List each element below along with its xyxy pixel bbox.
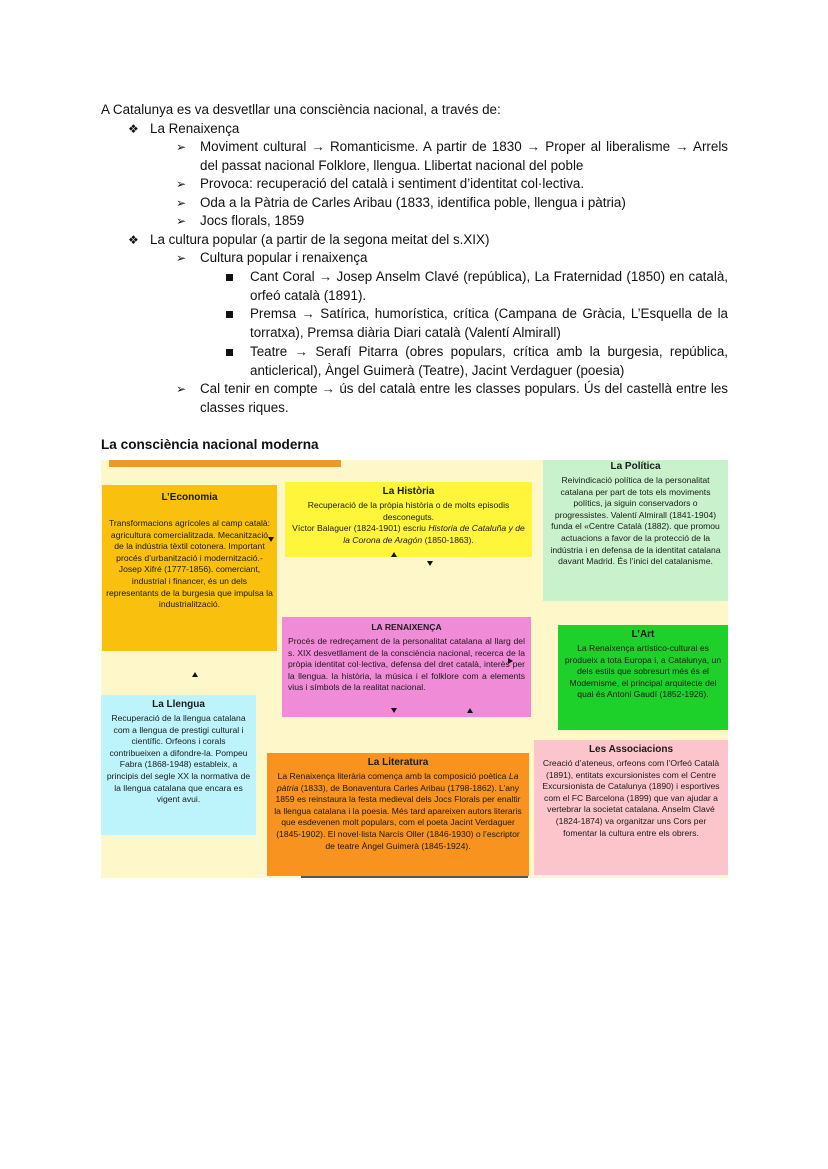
arrow-bullet-icon: ➢ [176,140,187,154]
list-item [176,212,728,231]
box-text-2: Víctor Balaguer (1824-1901) escriu Historia de Cataluña y de la Corona de Aragón (1850-1863). [292,523,525,545]
cultura-sub-item-1: Cant Coral → Josep Anselm Clavé (república), La Fraternidad (1850) en català, orfeó català (1891). [250,269,728,303]
box-text: Recuperació de la pròpia història o de molts episodis desconeguts. [307,500,510,522]
cultura-popular-title: La cultura popular (a partir de la segona meitat del s.XIX) [150,232,490,247]
renaixenca-title: La Renaixença [150,121,240,136]
list-item [226,343,728,380]
arrow-right-icon [508,658,513,664]
arrow-down-icon [391,708,397,713]
arrow-down-icon [427,561,433,566]
box-economia [102,485,277,651]
arrow-up-icon [192,672,198,677]
box-art [558,625,728,730]
diamond-bullet-icon: ❖ [128,233,139,247]
box-title: La Història [382,486,435,497]
arrow-up-icon [391,552,397,557]
square-bullet-icon [226,274,233,281]
list-item [226,268,728,305]
box-text: La Renaixença literària comença amb la composició poètica La pàtria (1833), de Bonaventura Carles Aribau (1798-1862). L’any 1859 es reinstaura la festa medieval dels Jocs Florals per enaltir la llengua catalana i la poesia. Més tard apareixen autors literaris que esdevenen molt populars, com el poeta Jacint Verdaguer (1845-1902). El novel·lista Narcís Oller (1846-1930) o l’escriptor de teatre Àngel Guimerà (1845-1924). [274,771,522,851]
renaixenca-item-3: Oda a la Pàtria de Carles Aribau (1833, identifica poble, llengua i pàtria) [200,195,626,210]
square-bullet-icon [226,349,233,356]
intro-paragraph: A Catalunya es va desvetllar una consciència nacional, a través de: [101,102,501,117]
box-title: LA RENAIXENÇA [371,622,442,632]
box-literatura [267,753,529,876]
list-item [176,138,728,175]
box-title: La Literatura [367,757,429,768]
cultura-popular-note: Cal tenir en compte → ús del català entre les classes populars. Ús del castellà entre les classes riques. [200,381,728,415]
cultura-popular-subtitle: Cultura popular i renaixença [200,250,368,265]
list-item [176,194,728,213]
renaixenca-item-4: Jocs florals, 1859 [200,213,305,228]
arrow-down-icon [268,537,274,542]
box-llengua [101,695,256,835]
box-text: Transformacions agrícoles al camp català: agricultura comercialitzada. Mecanització de la indústria tèxtil cotonera. Important procés d’urbanització i modernització.- Josep Xifré (1777-1856). comerciant, industrial i financer, és un dels representants de la burgesia que impulsa la industrialització. [106,518,273,610]
list-item [226,305,728,342]
arrow-bullet-icon: ➢ [176,177,187,191]
box-title: La Política [610,461,661,472]
renaixenca-item-1: Moviment cultural → Romanticisme. A partir de 1830 → Proper al liberalisme → Arrels del passat nacional Folklore, llengua. Llibertat nacional del poble [200,139,728,173]
box-politica [543,460,728,601]
arrow-up-icon [467,708,473,713]
divider [301,876,528,878]
box-text: Creació d’ateneus, orfeons com l’Orfeó Català (1891), entitats excursionistes com el Centre Excursionista de Catalunya (1890) i esportives com el FC Barcelona (1899) que van ajudar a vertebrar la societat catalana. Anselm Clavé (1824-1874) va organitzar uns Cors per fomentar la cultura entre els obrers. [542,758,720,838]
box-text: Procés de redreçament de la personalitat catalana al llarg del s. XIX desvetllament de la consciència nacional, recerca de la pròpia identitat col·lectiva, defensa del dret català, interès per la llengua. la història, la música i el folklore com a elements vius i símbols de la realitat nacional. [288,636,525,693]
box-title: L’Economia [161,492,218,503]
box-text: Reivindicació política de la personalitat catalana per part de tots els moviments polítics, ja siguin conservadors o progressistes. Valentí Almirall (1841-1904) funda el «Centre Català (1882). que promou actuacions a favor de la protecció de la indústria i en defensa de la identitat catalana davant Madrid. És l’inici del catalanisme. [550,475,721,567]
box-associacions [534,740,728,875]
cultura-sub-item-3: Teatre → Serafí Pitarra (obres populars, crítica amb la burgesia, república, anticlerical), Àngel Guimerà (Teatre), Jacint Verdaguer (poesia) [250,344,728,378]
concept-diagram [101,460,728,878]
box-text: La Renaixença artístico-cultural es produeix a tota Europa i, a Catalunya, un dels estils que sobresurt més és el Modernisme, el principal arquitecte del qual és Antoni Gaudí (1852-1926). [564,643,722,700]
section-title: La consciència nacional moderna [101,437,319,452]
square-bullet-icon [226,311,233,318]
box-historia [285,482,532,557]
diamond-bullet-icon: ❖ [128,122,139,136]
arrow-bullet-icon: ➢ [176,251,187,265]
cultura-sub-item-2: Premsa → Satírica, humorística, crítica (Campana de Gràcia, L’Esquella de la torratxa), Premsa diària Diari català (Valentí Almirall) [250,306,728,340]
decorative-strip [109,460,341,467]
renaixenca-item-2: Provoca: recuperació del català i sentiment d’identitat col·lectiva. [200,176,585,191]
arrow-bullet-icon: ➢ [176,196,187,210]
list-item [176,249,728,268]
list-item [176,175,728,194]
box-title: L’Art [631,629,655,640]
list-item [176,380,728,417]
arrow-bullet-icon: ➢ [176,214,187,228]
box-renaixenca [282,617,531,717]
box-title: La Llengua [152,699,205,710]
arrow-bullet-icon: ➢ [176,382,187,396]
box-text: Recuperació de la llengua catalana com a llengua de prestigi cultural i científic. Orfeons i corals contribueixen a difondre-la. Pompeu Fabra (1868-1948) estableix, a principis del segle XX la normativa de la llengua catalana que encara es vigent avui. [106,713,251,805]
box-title: Les Associacions [588,744,674,755]
